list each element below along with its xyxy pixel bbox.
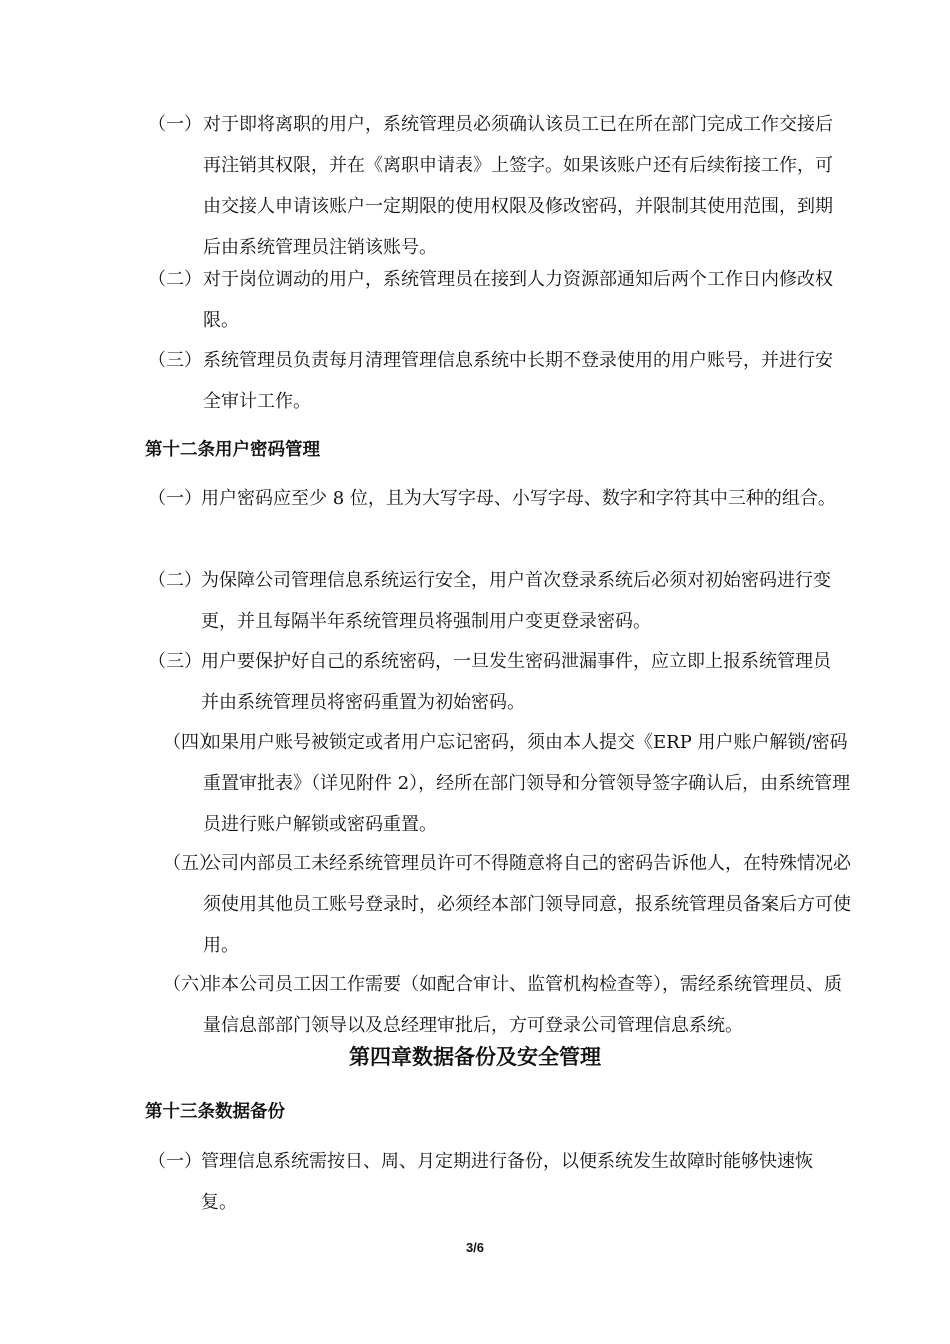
clause-number: （三） bbox=[148, 350, 202, 371]
clause-number: （二） bbox=[148, 269, 202, 290]
article-12-heading: 第十二条用户密码管理 bbox=[145, 440, 320, 460]
clause-item-password-length bbox=[148, 478, 840, 519]
clause-text: 为保障公司管理信息系统运行安全，用户首次登录系统后必须对初始密码进行变更，并且每隔半年系统管理员将强制用户变更登录密码。 bbox=[201, 570, 831, 632]
clause-text: 公司内部员工未经系统管理员许可不得随意将自己的密码告诉他人，在特殊情况必须使用其他员工账号登录时，必须经本部门领导同意，报系统管理员备案后方可使用。 bbox=[203, 853, 851, 956]
clause-text: 非本公司员工因工作需要（如配合审计、监管机构检查等），需经系统管理员、质量信息部部门领导以及总经理审批后，方可登录公司管理信息系统。 bbox=[203, 974, 842, 1036]
clause-number: （一） bbox=[148, 114, 202, 135]
clause-item-initial-password-change bbox=[148, 560, 840, 642]
clause-item-account-unlock bbox=[163, 722, 853, 845]
clause-text: 对于即将离职的用户，系统管理员必须确认该员工已在所在部门完成工作交接后再注销其权限，并在《离职申请表》上签字。如果该账户还有后续衔接工作，可由交接人申请该账户一定期限的使用权限及修改密码，并限制其使用范围，到期后由系统管理员注销该账号。 bbox=[203, 114, 833, 258]
clause-number: （四） bbox=[163, 732, 217, 753]
clause-item-password-sharing bbox=[163, 843, 853, 966]
clause-number: （一） bbox=[148, 488, 202, 509]
clause-text: 对于岗位调动的用户，系统管理员在接到人力资源部通知后两个工作日内修改权限。 bbox=[203, 269, 833, 331]
clause-item-data-backup bbox=[148, 1141, 840, 1223]
clause-item-transfer-users bbox=[148, 259, 840, 341]
clause-item-external-access bbox=[163, 964, 853, 1046]
page-number: 3/6 bbox=[465, 1240, 485, 1255]
clause-text: 系统管理员负责每月清理管理信息系统中长期不登录使用的用户账号，并进行安全审计工作。 bbox=[203, 350, 833, 412]
clause-text: 用户要保护好自己的系统密码，一旦发生密码泄漏事件，应立即上报系统管理员并由系统管理员将密码重置为初始密码。 bbox=[201, 651, 831, 713]
article-13-heading: 第十三条数据备份 bbox=[145, 1102, 285, 1122]
clause-number: （三） bbox=[148, 651, 202, 672]
clause-number: （一） bbox=[148, 1151, 202, 1172]
clause-text: 管理信息系统需按日、周、月定期进行备份，以便系统发生故障时能够快速恢复。 bbox=[201, 1151, 813, 1213]
chapter-4-title: 第四章数据备份及安全管理 bbox=[349, 1045, 601, 1069]
clause-number: （五） bbox=[163, 853, 217, 874]
clause-number: （六） bbox=[163, 974, 217, 995]
clause-item-password-leak bbox=[148, 641, 840, 723]
clause-number: （二） bbox=[148, 570, 202, 591]
clause-item-departing-users bbox=[148, 104, 840, 268]
clause-text: 如果用户账号被锁定或者用户忘记密码，须由本人提交《ERP 用户账户解锁/密码重置审批表》（详见附件 2），经所在部门领导和分管领导签字确认后，由系统管理员进行账户解锁或密码重置。 bbox=[203, 732, 851, 835]
clause-text: 用户密码应至少 8 位，且为大写字母、小写字母、数字和字符其中三种的组合。 bbox=[201, 488, 836, 509]
clause-item-account-cleanup bbox=[148, 340, 840, 422]
